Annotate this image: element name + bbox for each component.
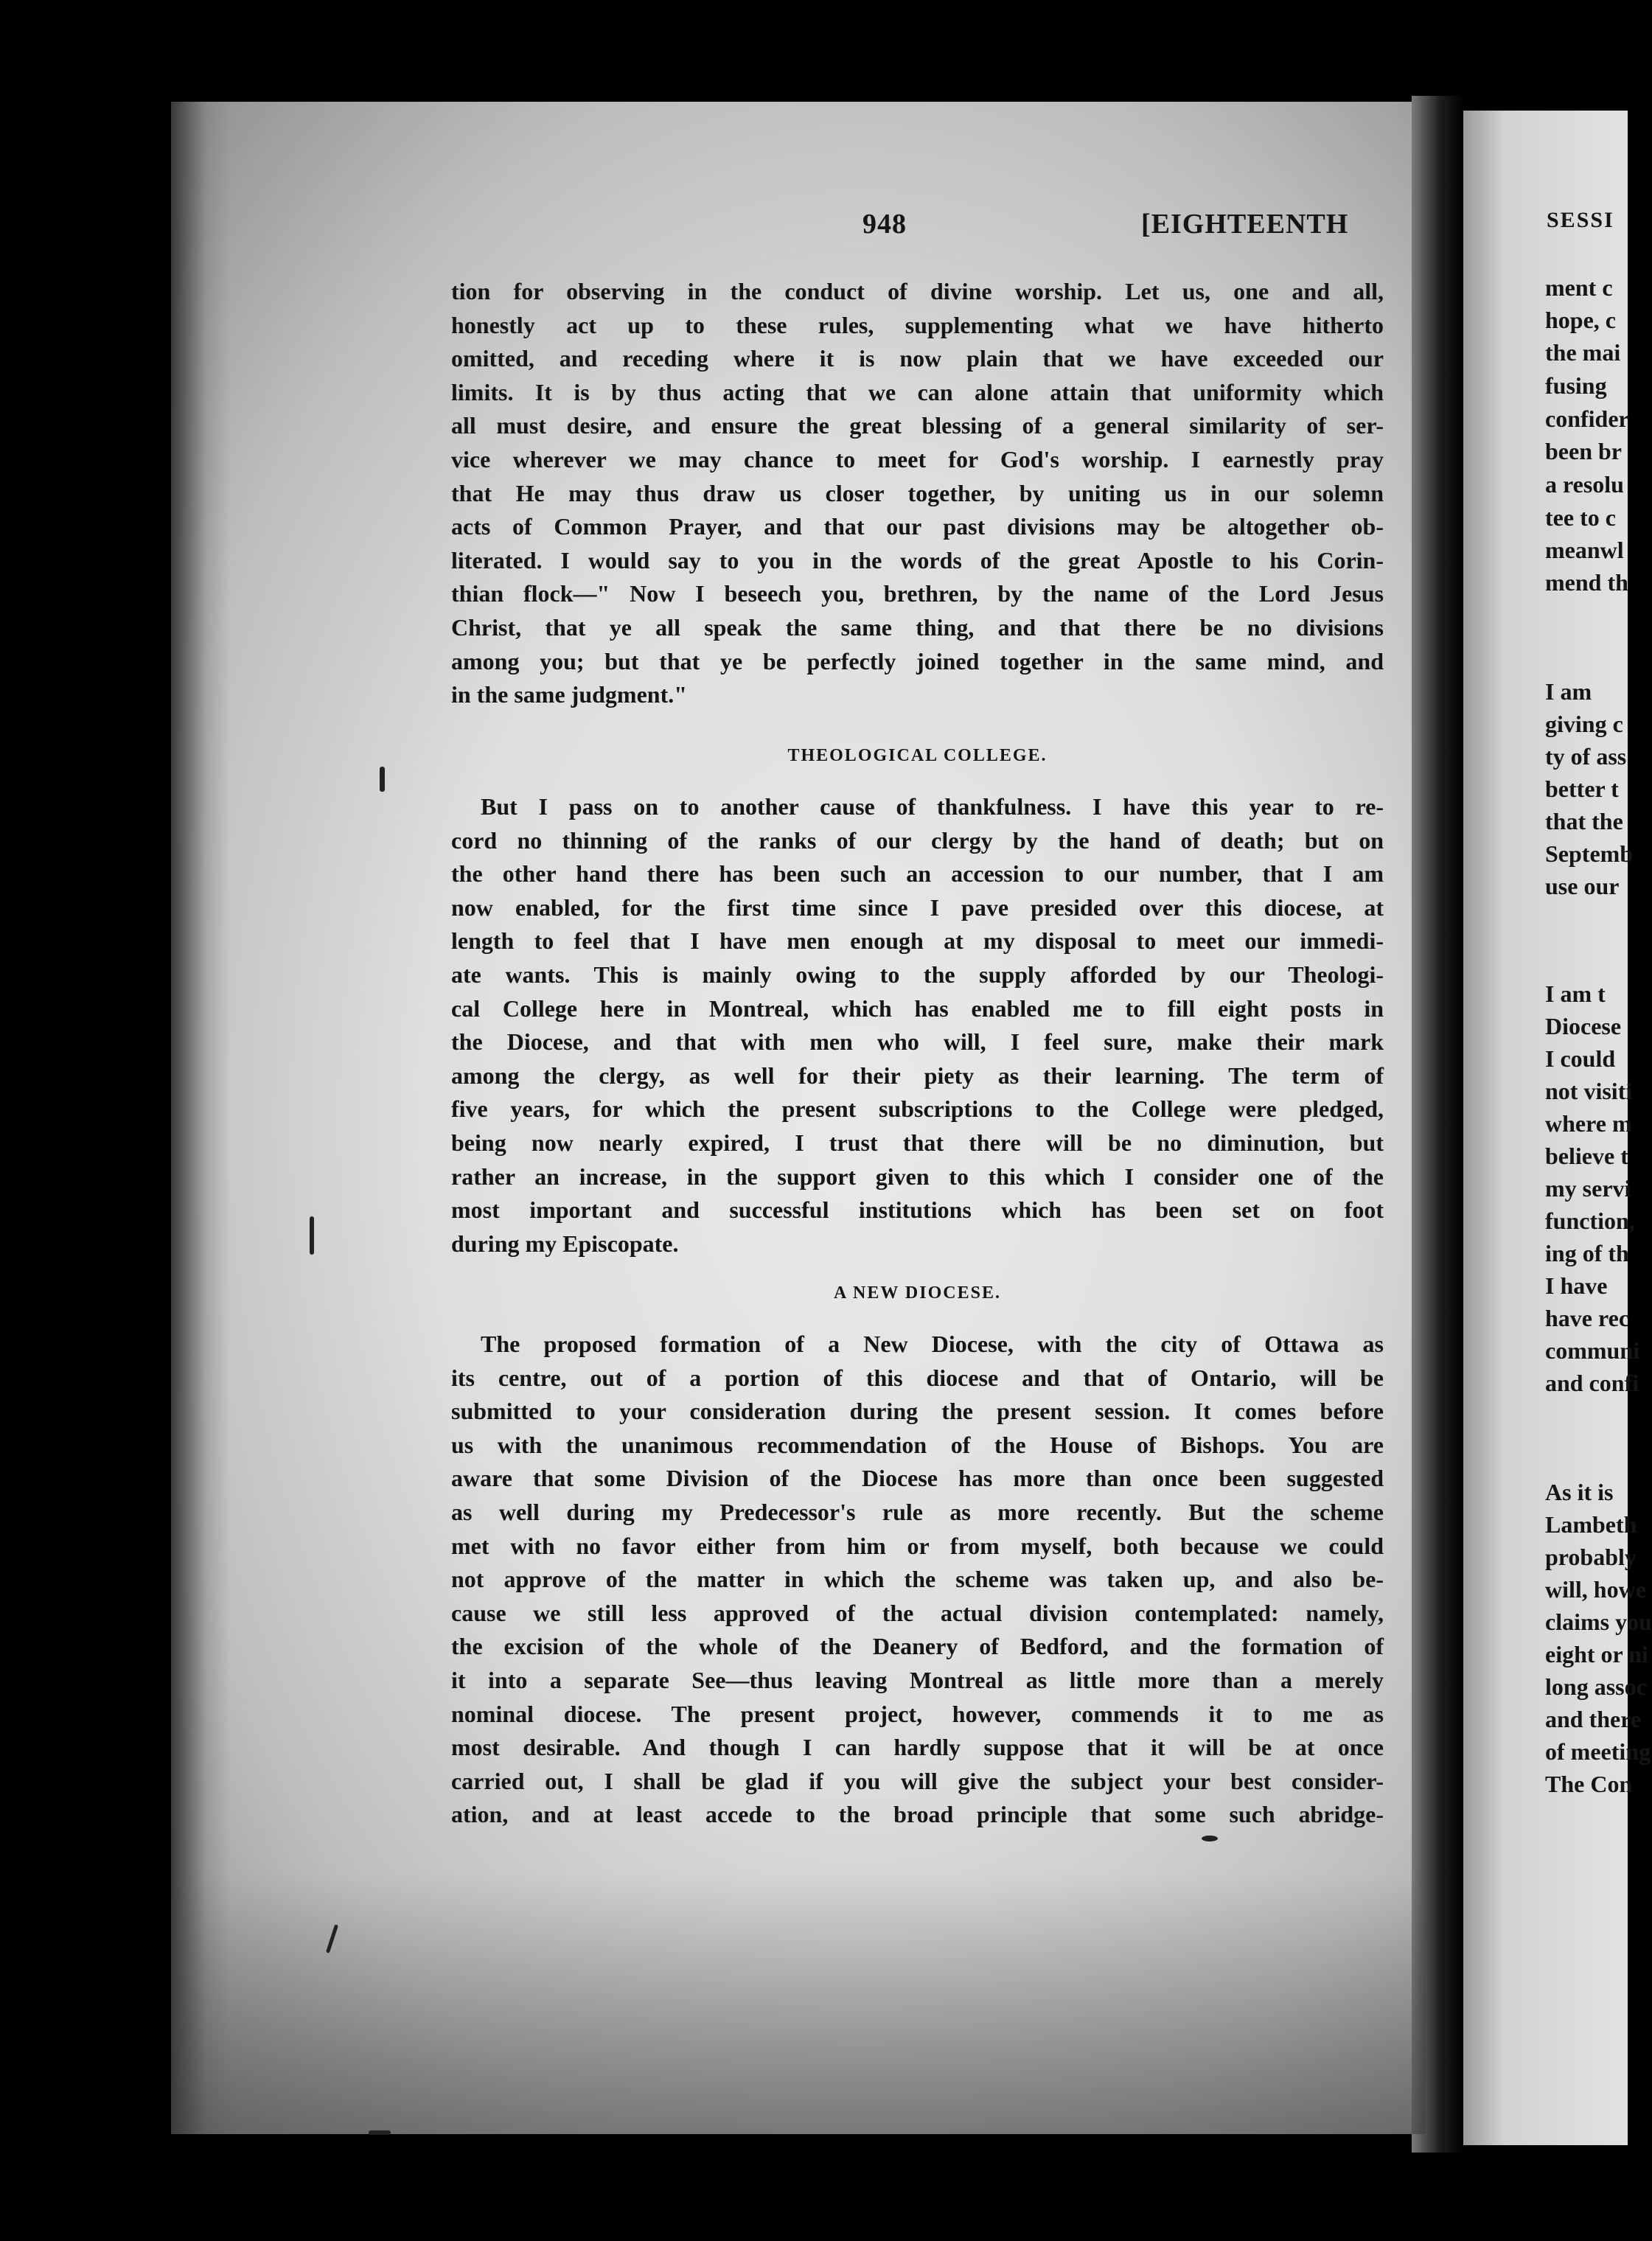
facing-text-fragment: fusing	[1545, 372, 1607, 399]
text-line: vice wherever we may chance to meet for God's worship. I earnestly pray	[451, 446, 1384, 473]
text-line: Christ, that ye all speak the same thing, and that there be no divisions	[451, 614, 1384, 641]
scan-mark	[380, 767, 385, 792]
book-gutter	[1412, 96, 1463, 2153]
text-line: among you; but that ye be perfectly joined together in the same mind, and	[451, 647, 1384, 675]
facing-text-fragment: Diocese	[1545, 1013, 1622, 1039]
facing-text-fragment: confider	[1545, 405, 1629, 432]
facing-text-fragment: I could	[1545, 1045, 1616, 1072]
facing-text-fragment: eight or ni	[1545, 1641, 1648, 1667]
text-line: limits. It is by thus acting that we can alone attain that uniformity which	[451, 378, 1384, 405]
text-line: The proposed formation of a New Diocese, with the city of Ottawa as	[481, 1331, 1384, 1357]
facing-text-fragment: As it is	[1545, 1479, 1614, 1505]
text-line: among the clergy, as well for their piety as their learning. The term of	[451, 1062, 1384, 1089]
facing-text-fragment: my servi	[1545, 1175, 1631, 1202]
facing-text-fragment: use our	[1545, 873, 1620, 899]
facing-text-fragment: tee to c	[1545, 504, 1616, 531]
facing-text-fragment: not visiti	[1545, 1078, 1633, 1104]
facing-text-fragment: better t	[1545, 776, 1619, 802]
facing-text-fragment: hope, c	[1545, 307, 1616, 333]
text-line: the Diocese, and that with men who will, I feel sure, make their mark	[451, 1028, 1384, 1056]
facing-text-fragment: of meeting	[1545, 1738, 1651, 1765]
facing-running-head: SESSI	[1547, 208, 1614, 232]
text-line: length to feel that I have men enough at my disposal to meet our immedi-	[451, 927, 1384, 955]
facing-text-fragment: The Con	[1545, 1771, 1633, 1797]
text-line: being now nearly expired, I trust that there will be no diminution, but	[451, 1129, 1384, 1156]
text-line: honestly act up to these rules, supplementing what we have hitherto	[451, 311, 1384, 338]
text-line: literated. I would say to you in the words of the great Apostle to his Corin-	[451, 546, 1384, 574]
text-line: thian flock—" Now I beseech you, brethren, by the name of the Lord Jesus	[451, 580, 1384, 607]
text-line: not approve of the matter in which the scheme was taken up, and also be-	[451, 1566, 1384, 1593]
text-line: five years, for which the present subscriptions to the College were pledged,	[451, 1095, 1384, 1123]
text-line: ate wants. This is mainly owing to the supply afforded by our Theologi-	[451, 961, 1384, 988]
facing-text-fragment: will, howe	[1545, 1576, 1646, 1603]
page-number: 948	[862, 209, 907, 240]
text-line: aware that some Division of the Diocese has more than once been suggested	[451, 1465, 1384, 1492]
facing-text-fragment: function,	[1545, 1207, 1635, 1234]
facing-text-fragment: ty of ass	[1545, 743, 1627, 770]
text-line: in the same judgment."	[451, 681, 687, 708]
running-head: [EIGHTEENTH	[1141, 209, 1349, 240]
text-line: us with the unanimous recommendation of the House of Bishops. You are	[451, 1431, 1384, 1458]
facing-text-fragment: I have	[1545, 1272, 1608, 1299]
text-line: nominal diocese. The present project, however, commends it to me as	[451, 1700, 1384, 1727]
facing-text-fragment: ing of th	[1545, 1240, 1629, 1266]
text-line: the other hand there has been such an accession to our number, that I am	[451, 860, 1384, 888]
text-line: its centre, out of a portion of this diocese and that of Ontario, will be	[451, 1364, 1384, 1391]
text-line: that He may thus draw us closer together, by uniting us in our solemn	[451, 479, 1384, 506]
facing-text-fragment: and there	[1545, 1706, 1642, 1732]
text-line: now enabled, for the first time since I pave presided over this diocese, at	[451, 893, 1384, 921]
text-line: tion for observing in the conduct of divine worship. Let us, one and all,	[451, 278, 1384, 304]
facing-text-fragment: the mai	[1545, 339, 1621, 366]
text-line: the excision of the whole of the Deanery of Bedford, and the formation of	[451, 1633, 1384, 1660]
facing-text-fragment: I am t	[1545, 980, 1606, 1007]
facing-text-fragment: and confi	[1545, 1370, 1639, 1396]
facing-text-fragment: mend th	[1545, 569, 1628, 596]
facing-text-fragment: claims you	[1545, 1609, 1652, 1635]
facing-text-fragment: I am	[1545, 678, 1592, 705]
facing-text-fragment: giving c	[1545, 711, 1623, 737]
text-line: cord no thinning of the ranks of our clergy by the hand of death; but on	[451, 826, 1384, 854]
facing-text-fragment: where m	[1545, 1110, 1632, 1137]
section-heading: THEOLOGICAL COLLEGE.	[787, 746, 1048, 765]
text-line: omitted, and receding where it is now plain that we have exceeded our	[451, 345, 1384, 372]
text-line: carried out, I shall be glad if you will give the subject your best consider-	[451, 1767, 1384, 1794]
scan-mark	[369, 2130, 391, 2135]
text-line: rather an increase, in the support given to this which I consider one of the	[451, 1163, 1384, 1190]
facing-text-fragment: a resolu	[1545, 471, 1624, 498]
text-line: cause we still less approved of the actual division contemplated: namely,	[451, 1599, 1384, 1626]
facing-text-fragment: that the	[1545, 808, 1623, 834]
section-heading: A NEW DIOCESE.	[834, 1283, 1001, 1303]
text-line: submitted to your consideration during the present session. It comes before	[451, 1398, 1384, 1425]
left-edge-shadow	[171, 102, 230, 2134]
facing-text-fragment: Septemb	[1545, 840, 1634, 867]
facing-text-fragment: been br	[1545, 438, 1622, 464]
text-line: during my Episcopate.	[451, 1230, 679, 1257]
text-line: it into a separate See—thus leaving Montreal as little more than a merely	[451, 1667, 1384, 1693]
scan-mark	[1202, 1836, 1218, 1841]
facing-text-fragment: meanwl	[1545, 537, 1624, 563]
facing-text-fragment: communi	[1545, 1337, 1639, 1364]
text-line: But I pass on to another cause of thankfulness. I have this year to re-	[481, 793, 1384, 820]
text-line: as well during my Predecessor's rule as more recently. But the scheme	[451, 1499, 1384, 1525]
facing-text-fragment: long assoc	[1545, 1673, 1647, 1700]
text-line: acts of Common Prayer, and that our past divisions may be altogether ob-	[451, 513, 1384, 540]
facing-text-fragment: believe t	[1545, 1143, 1628, 1169]
text-line: all must desire, and ensure the great blessing of a general similarity of ser-	[451, 412, 1384, 439]
facing-text-fragment: have rec	[1545, 1305, 1630, 1331]
text-line: cal College here in Montreal, which has enabled me to fill eight posts in	[451, 994, 1384, 1022]
text-line: most important and successful institutions which has been set on foot	[451, 1196, 1384, 1224]
text-line: met with no favor either from him or from myself, both because we could	[451, 1532, 1384, 1559]
text-line: most desirable. And though I can hardly suppose that it will be at once	[451, 1734, 1384, 1761]
facing-text-fragment: probably	[1545, 1544, 1637, 1570]
page-body	[451, 0, 1384, 2241]
facing-text-fragment: ment c	[1545, 274, 1613, 301]
scan-mark	[310, 1216, 314, 1255]
facing-text-fragment: Lambeth	[1545, 1511, 1637, 1538]
text-line: ation, and at least accede to the broad principle that some such abridge-	[451, 1801, 1384, 1828]
